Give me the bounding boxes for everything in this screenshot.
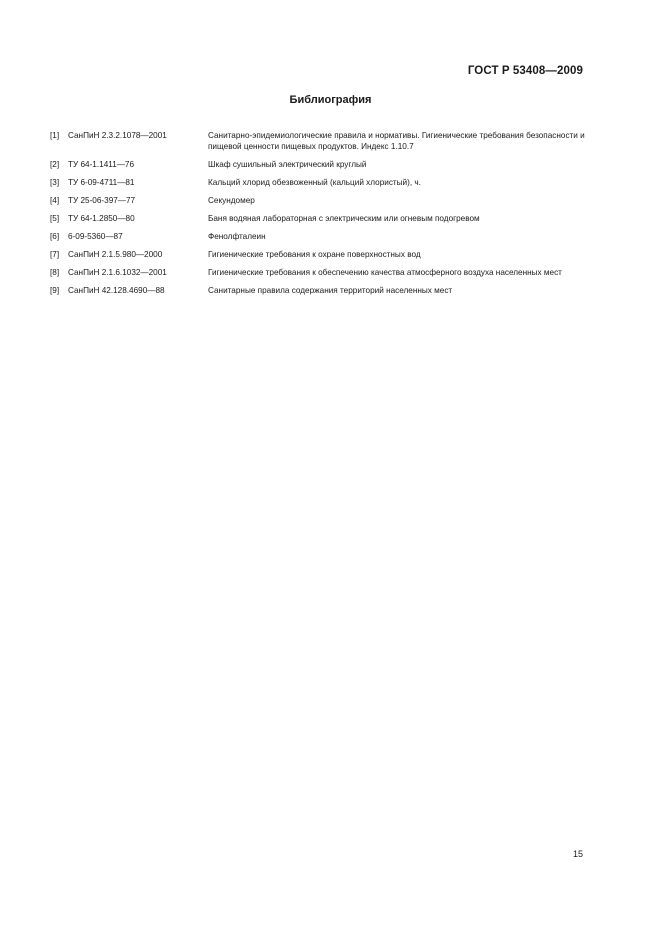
bibliography-item-title: Санитарно-эпидемиологические правила и нормативы. Гигиенические требования безопасности и пищевой ценности пищевых продуктов. Индекс 1.10.7 — [208, 131, 585, 151]
bibliography-item-reference: СанПиН 2.1.5.980—2000 — [68, 250, 163, 259]
bibliography-item-number: [9] — [50, 286, 60, 295]
bibliography-item-title: Гигиенические требования к обеспечению качества атмосферного воздуха населенных мест — [208, 268, 562, 277]
bibliography-item-number: [3] — [50, 178, 60, 187]
bibliography-item-reference: СанПиН 2.3.2.1078—2001 — [68, 131, 167, 140]
bibliography-item-number: [8] — [50, 268, 60, 277]
bibliography-item-reference: 6-09-5360—87 — [68, 232, 123, 241]
bibliography-item-number: [6] — [50, 232, 60, 241]
page-number: 15 — [572, 849, 583, 859]
bibliography-title: Библиография — [289, 94, 372, 106]
bibliography-item-reference: СанПиН 42.128.4690—88 — [68, 286, 165, 295]
bibliography-item-title: Секундомер — [208, 196, 255, 205]
bibliography-item — [50, 213, 590, 224]
bibliography-item-title: Фенолфталеин — [208, 232, 266, 241]
bibliography-item-reference: ТУ 25-06-397—77 — [68, 196, 136, 205]
bibliography-item-title: Шкаф сушильный электрический круглый — [208, 160, 367, 169]
bibliography-item-reference: СанПиН 2.1.6.1032—2001 — [68, 268, 167, 277]
bibliography-item-reference: ТУ 64-1.1411—76 — [68, 160, 135, 169]
bibliography-item-number: [2] — [50, 160, 60, 169]
document-code: ГОСТ Р 53408—2009 — [467, 65, 583, 77]
bibliography-item — [50, 130, 590, 152]
bibliography-item — [50, 159, 590, 170]
bibliography-item-title: Санитарные правила содержания территорий населенных мест — [208, 286, 453, 295]
bibliography-item-number: [7] — [50, 250, 60, 259]
bibliography-item — [50, 195, 590, 206]
bibliography-item — [50, 231, 590, 242]
bibliography-item-title: Баня водяная лабораторная с электрическим или огневым подогревом — [208, 214, 480, 223]
bibliography-item-number: [4] — [50, 196, 60, 205]
bibliography-item-reference: ТУ 6-09-4711—81 — [68, 178, 135, 187]
bibliography-item-title: Гигиенические требования к охране поверхностных вод — [208, 250, 421, 259]
bibliography-item — [50, 285, 590, 296]
bibliography-item-title: Кальций хлорид обезвоженный (кальций хлористый), ч. — [208, 178, 421, 187]
bibliography-item — [50, 267, 590, 278]
bibliography-item — [50, 177, 590, 188]
bibliography-list — [50, 130, 590, 303]
bibliography-item — [50, 249, 590, 260]
bibliography-item-reference: ТУ 64-1.2850—80 — [68, 214, 135, 223]
bibliography-item-number: [1] — [50, 131, 60, 140]
bibliography-item-number: [5] — [50, 214, 60, 223]
